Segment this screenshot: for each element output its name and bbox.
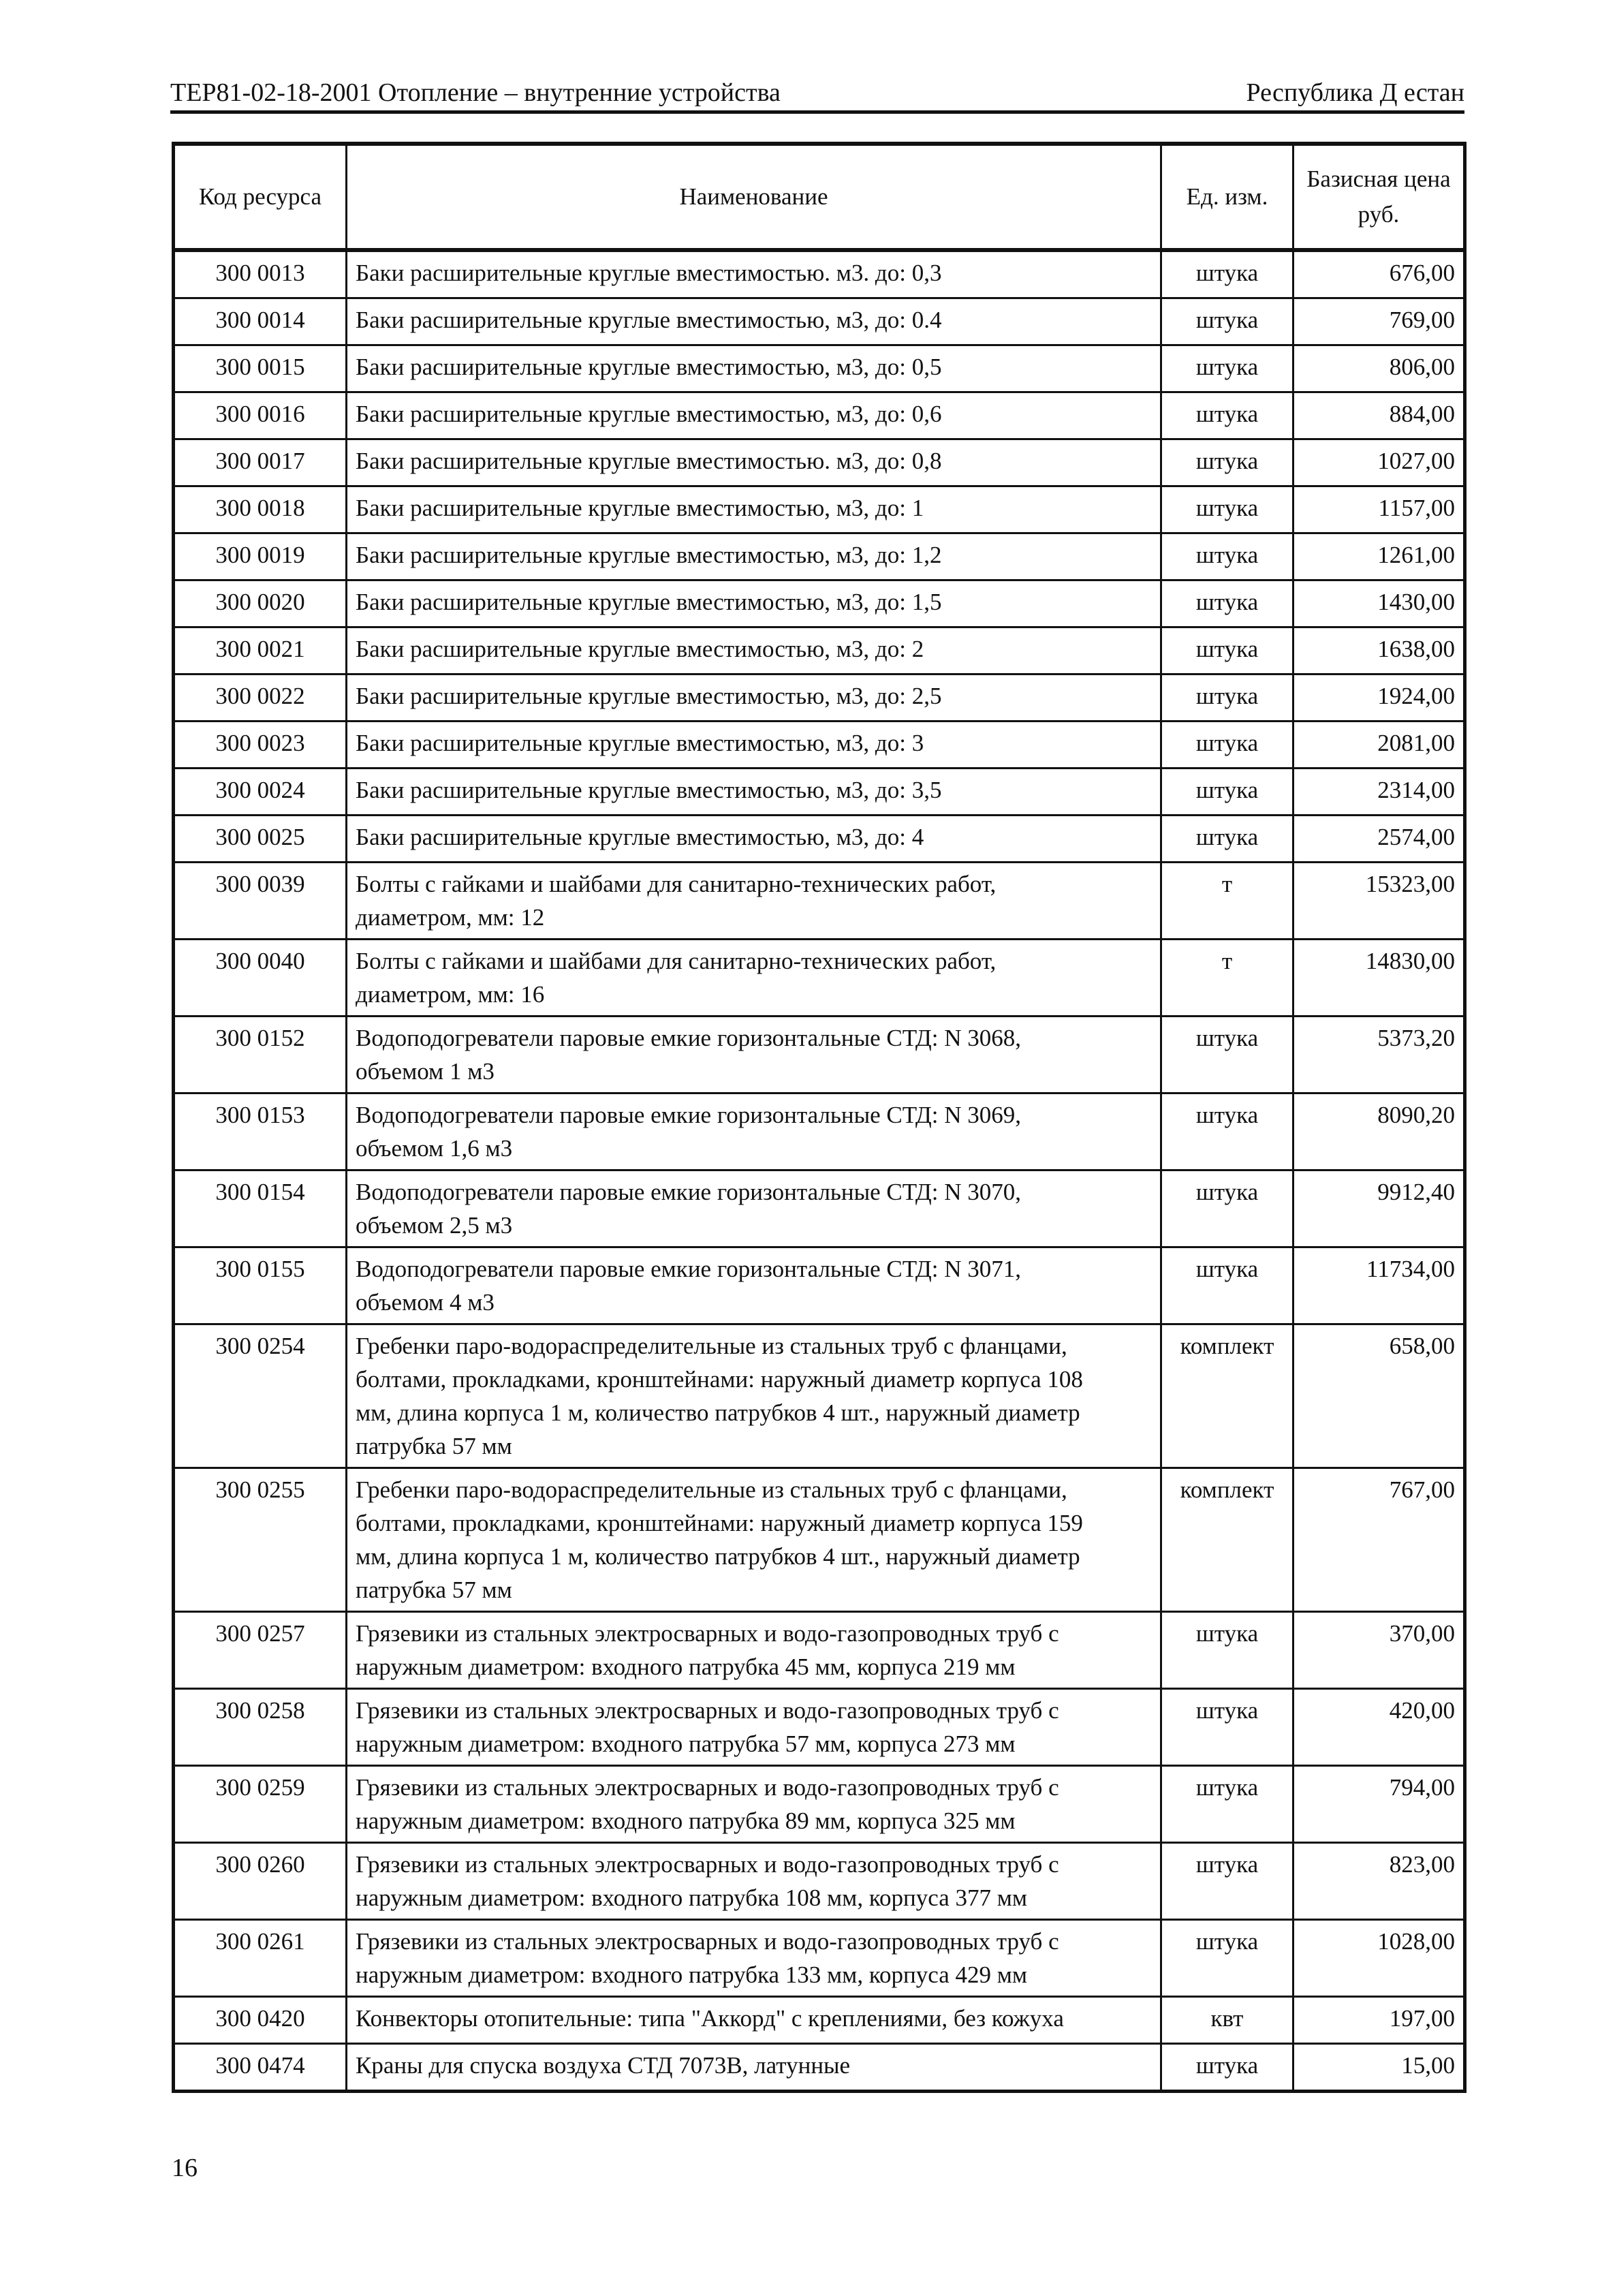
resource-code: 300 0153	[174, 1093, 347, 1170]
table-row	[174, 1247, 1465, 1324]
table-header-row	[174, 144, 1465, 250]
table-row	[174, 722, 1465, 769]
resource-code: 300 0024	[174, 769, 347, 816]
base-price: 823,00	[1293, 1843, 1465, 1920]
base-price: 14830,00	[1293, 940, 1465, 1017]
unit: штука	[1161, 1170, 1293, 1247]
resource-name: Водоподогреватели паровые емкие горизонтальные СТД: N 3069, объемом 1,6 м3	[347, 1093, 1161, 1170]
resource-code: 300 0016	[174, 392, 347, 439]
column-header-name: Наименование	[347, 144, 1161, 250]
resource-name: Баки расширительные круглые вместимостью, м3, до: 1,2	[347, 533, 1161, 580]
resource-code: 300 0420	[174, 1997, 347, 2044]
resource-code: 300 0039	[174, 863, 347, 940]
unit: штука	[1161, 1689, 1293, 1766]
table-row	[174, 486, 1465, 533]
page-number: 16	[172, 2154, 198, 2182]
table-row	[174, 250, 1465, 298]
table-row	[174, 940, 1465, 1017]
resource-name: Грязевики из стальных электросварных и водо-газопроводных труб с наружным диаметром: входного патрубка 89 мм, корпуса 325 мм	[347, 1766, 1161, 1843]
base-price: 658,00	[1293, 1324, 1465, 1468]
unit: штука	[1161, 486, 1293, 533]
base-price: 5373,20	[1293, 1017, 1465, 1093]
resource-code: 300 0155	[174, 1247, 347, 1324]
table-row	[174, 1017, 1465, 1093]
resource-name: Водоподогреватели паровые емкие горизонтальные СТД: N 3068, объемом 1 м3	[347, 1017, 1161, 1093]
column-header-unit: Ед. изм.	[1161, 144, 1293, 250]
resource-code: 300 0260	[174, 1843, 347, 1920]
resource-code: 300 0025	[174, 816, 347, 863]
table-row	[174, 1843, 1465, 1920]
unit: штука	[1161, 769, 1293, 816]
base-price: 676,00	[1293, 250, 1465, 298]
unit: штука	[1161, 1920, 1293, 1997]
table-row	[174, 674, 1465, 722]
unit: комплект	[1161, 1324, 1293, 1468]
resource-name: Краны для спуска воздуха СТД 7073В, латунные	[347, 2044, 1161, 2092]
resource-name: Грязевики из стальных электросварных и водо-газопроводных труб с наружным диаметром: входного патрубка 133 мм, корпуса 429 мм	[347, 1920, 1161, 1997]
resource-name: Грязевики из стальных электросварных и водо-газопроводных труб с наружным диаметром: входного патрубка 57 мм, корпуса 273 мм	[347, 1689, 1161, 1766]
column-header-code: Код ресурса	[174, 144, 347, 250]
base-price: 1028,00	[1293, 1920, 1465, 1997]
unit: штука	[1161, 298, 1293, 345]
resource-code: 300 0013	[174, 250, 347, 298]
resource-code: 300 0018	[174, 486, 347, 533]
unit: штука	[1161, 392, 1293, 439]
base-price: 2574,00	[1293, 816, 1465, 863]
resource-name: Баки расширительные круглые вместимостью. м3, до: 0,8	[347, 439, 1161, 486]
unit: штука	[1161, 674, 1293, 722]
base-price: 2081,00	[1293, 722, 1465, 769]
unit: штука	[1161, 439, 1293, 486]
table-row	[174, 1997, 1465, 2044]
document-title: ТЕР81-02-18-2001 Отопление – внутренние устройства	[170, 78, 781, 107]
unit: штука	[1161, 1843, 1293, 1920]
table-row	[174, 439, 1465, 486]
unit: штука	[1161, 1766, 1293, 1843]
resource-code: 300 0022	[174, 674, 347, 722]
unit: штука	[1161, 345, 1293, 392]
unit: штука	[1161, 1093, 1293, 1170]
base-price: 767,00	[1293, 1468, 1465, 1612]
table-row	[174, 1766, 1465, 1843]
base-price: 806,00	[1293, 345, 1465, 392]
resource-name: Грязевики из стальных электросварных и водо-газопроводных труб с наружным диаметром: входного патрубка 108 мм, корпуса 377 мм	[347, 1843, 1161, 1920]
resource-code: 300 0474	[174, 2044, 347, 2092]
unit: штука	[1161, 533, 1293, 580]
unit: штука	[1161, 816, 1293, 863]
table-row	[174, 769, 1465, 816]
resource-code: 300 0258	[174, 1689, 347, 1766]
resource-code: 300 0261	[174, 1920, 347, 1997]
resource-code: 300 0257	[174, 1612, 347, 1689]
table-row	[174, 863, 1465, 940]
unit: штука	[1161, 2044, 1293, 2092]
base-price: 794,00	[1293, 1766, 1465, 1843]
resource-name: Водоподогреватели паровые емкие горизонтальные СТД: N 3070, объемом 2,5 м3	[347, 1170, 1161, 1247]
base-price: 15,00	[1293, 2044, 1465, 2092]
table-row	[174, 2044, 1465, 2092]
table-row	[174, 1170, 1465, 1247]
unit: квт	[1161, 1997, 1293, 2044]
resource-name: Болты с гайками и шайбами для санитарно-технических работ, диаметром, мм: 12	[347, 863, 1161, 940]
unit: штука	[1161, 722, 1293, 769]
table-row	[174, 392, 1465, 439]
base-price: 1027,00	[1293, 439, 1465, 486]
table-row	[174, 627, 1465, 674]
table-row	[174, 345, 1465, 392]
resource-name: Баки расширительные круглые вместимостью, м3, до: 0,6	[347, 392, 1161, 439]
base-price: 2314,00	[1293, 769, 1465, 816]
table-row	[174, 1468, 1465, 1612]
base-price: 370,00	[1293, 1612, 1465, 1689]
resource-code: 300 0259	[174, 1766, 347, 1843]
unit: комплект	[1161, 1468, 1293, 1612]
resource-name: Баки расширительные круглые вместимостью, м3, до: 2	[347, 627, 1161, 674]
base-price: 197,00	[1293, 1997, 1465, 2044]
resource-name: Конвекторы отопительные: типа "Аккорд" с креплениями, без кожуха	[347, 1997, 1161, 2044]
table-row	[174, 1093, 1465, 1170]
resource-code: 300 0040	[174, 940, 347, 1017]
base-price: 1157,00	[1293, 486, 1465, 533]
base-price: 1261,00	[1293, 533, 1465, 580]
resource-code: 300 0020	[174, 580, 347, 627]
column-header-price: Базисная цена руб.	[1293, 144, 1465, 250]
base-price: 1430,00	[1293, 580, 1465, 627]
resource-name: Баки расширительные круглые вместимостью, м3, до: 0,5	[347, 345, 1161, 392]
base-price: 420,00	[1293, 1689, 1465, 1766]
unit: штука	[1161, 1612, 1293, 1689]
table-row	[174, 816, 1465, 863]
resource-name: Баки расширительные круглые вместимостью, м3, до: 1,5	[347, 580, 1161, 627]
unit: т	[1161, 940, 1293, 1017]
resource-price-table	[172, 142, 1467, 2093]
table-row	[174, 1689, 1465, 1766]
base-price: 884,00	[1293, 392, 1465, 439]
resource-code: 300 0019	[174, 533, 347, 580]
resource-name: Грязевики из стальных электросварных и водо-газопроводных труб с наружным диаметром: входного патрубка 45 мм, корпуса 219 мм	[347, 1612, 1161, 1689]
resource-name: Гребенки паро-водораспределительные из стальных труб с фланцами, болтами, прокладками, кронштейнами: наружный диаметр корпуса 159 мм, длина корпуса 1 м, количество патрубков 4 шт., наружный диаметр патрубка 57 мм	[347, 1468, 1161, 1612]
base-price: 1924,00	[1293, 674, 1465, 722]
unit: штука	[1161, 627, 1293, 674]
base-price: 11734,00	[1293, 1247, 1465, 1324]
table-row	[174, 298, 1465, 345]
base-price: 1638,00	[1293, 627, 1465, 674]
resource-code: 300 0154	[174, 1170, 347, 1247]
resource-name: Баки расширительные круглые вместимостью. м3. до: 0,3	[347, 250, 1161, 298]
resource-name: Баки расширительные круглые вместимостью, м3, до: 1	[347, 486, 1161, 533]
resource-name: Болты с гайками и шайбами для санитарно-технических работ, диаметром, мм: 16	[347, 940, 1161, 1017]
base-price: 9912,40	[1293, 1170, 1465, 1247]
resource-name: Баки расширительные круглые вместимостью, м3, до: 2,5	[347, 674, 1161, 722]
unit: штука	[1161, 1017, 1293, 1093]
resource-name: Баки расширительные круглые вместимостью, м3, до: 4	[347, 816, 1161, 863]
resource-name: Водоподогреватели паровые емкие горизонтальные СТД: N 3071, объемом 4 м3	[347, 1247, 1161, 1324]
base-price: 769,00	[1293, 298, 1465, 345]
resource-code: 300 0023	[174, 722, 347, 769]
table-row	[174, 580, 1465, 627]
base-price: 15323,00	[1293, 863, 1465, 940]
unit: т	[1161, 863, 1293, 940]
resource-code: 300 0014	[174, 298, 347, 345]
table-row	[174, 1324, 1465, 1468]
resource-name: Баки расширительные круглые вместимостью, м3, до: 3,5	[347, 769, 1161, 816]
resource-code: 300 0021	[174, 627, 347, 674]
resource-name: Баки расширительные круглые вместимостью, м3, до: 0.4	[347, 298, 1161, 345]
resource-code: 300 0255	[174, 1468, 347, 1612]
resource-code: 300 0152	[174, 1017, 347, 1093]
table-row	[174, 533, 1465, 580]
running-header	[170, 75, 1464, 114]
unit: штука	[1161, 1247, 1293, 1324]
resource-name: Гребенки паро-водораспределительные из стальных труб с фланцами, болтами, прокладками, кронштейнами: наружный диаметр корпуса 108 мм, длина корпуса 1 м, количество патрубков 4 шт., наружный диаметр патрубка 57 мм	[347, 1324, 1161, 1468]
unit: штука	[1161, 250, 1293, 298]
base-price: 8090,20	[1293, 1093, 1465, 1170]
resource-code: 300 0015	[174, 345, 347, 392]
table-row	[174, 1920, 1465, 1997]
resource-code: 300 0017	[174, 439, 347, 486]
unit: штука	[1161, 580, 1293, 627]
resource-code: 300 0254	[174, 1324, 347, 1468]
table-row	[174, 1612, 1465, 1689]
resource-name: Баки расширительные круглые вместимостью, м3, до: 3	[347, 722, 1161, 769]
region-label: Республика Д естан	[1246, 78, 1464, 107]
